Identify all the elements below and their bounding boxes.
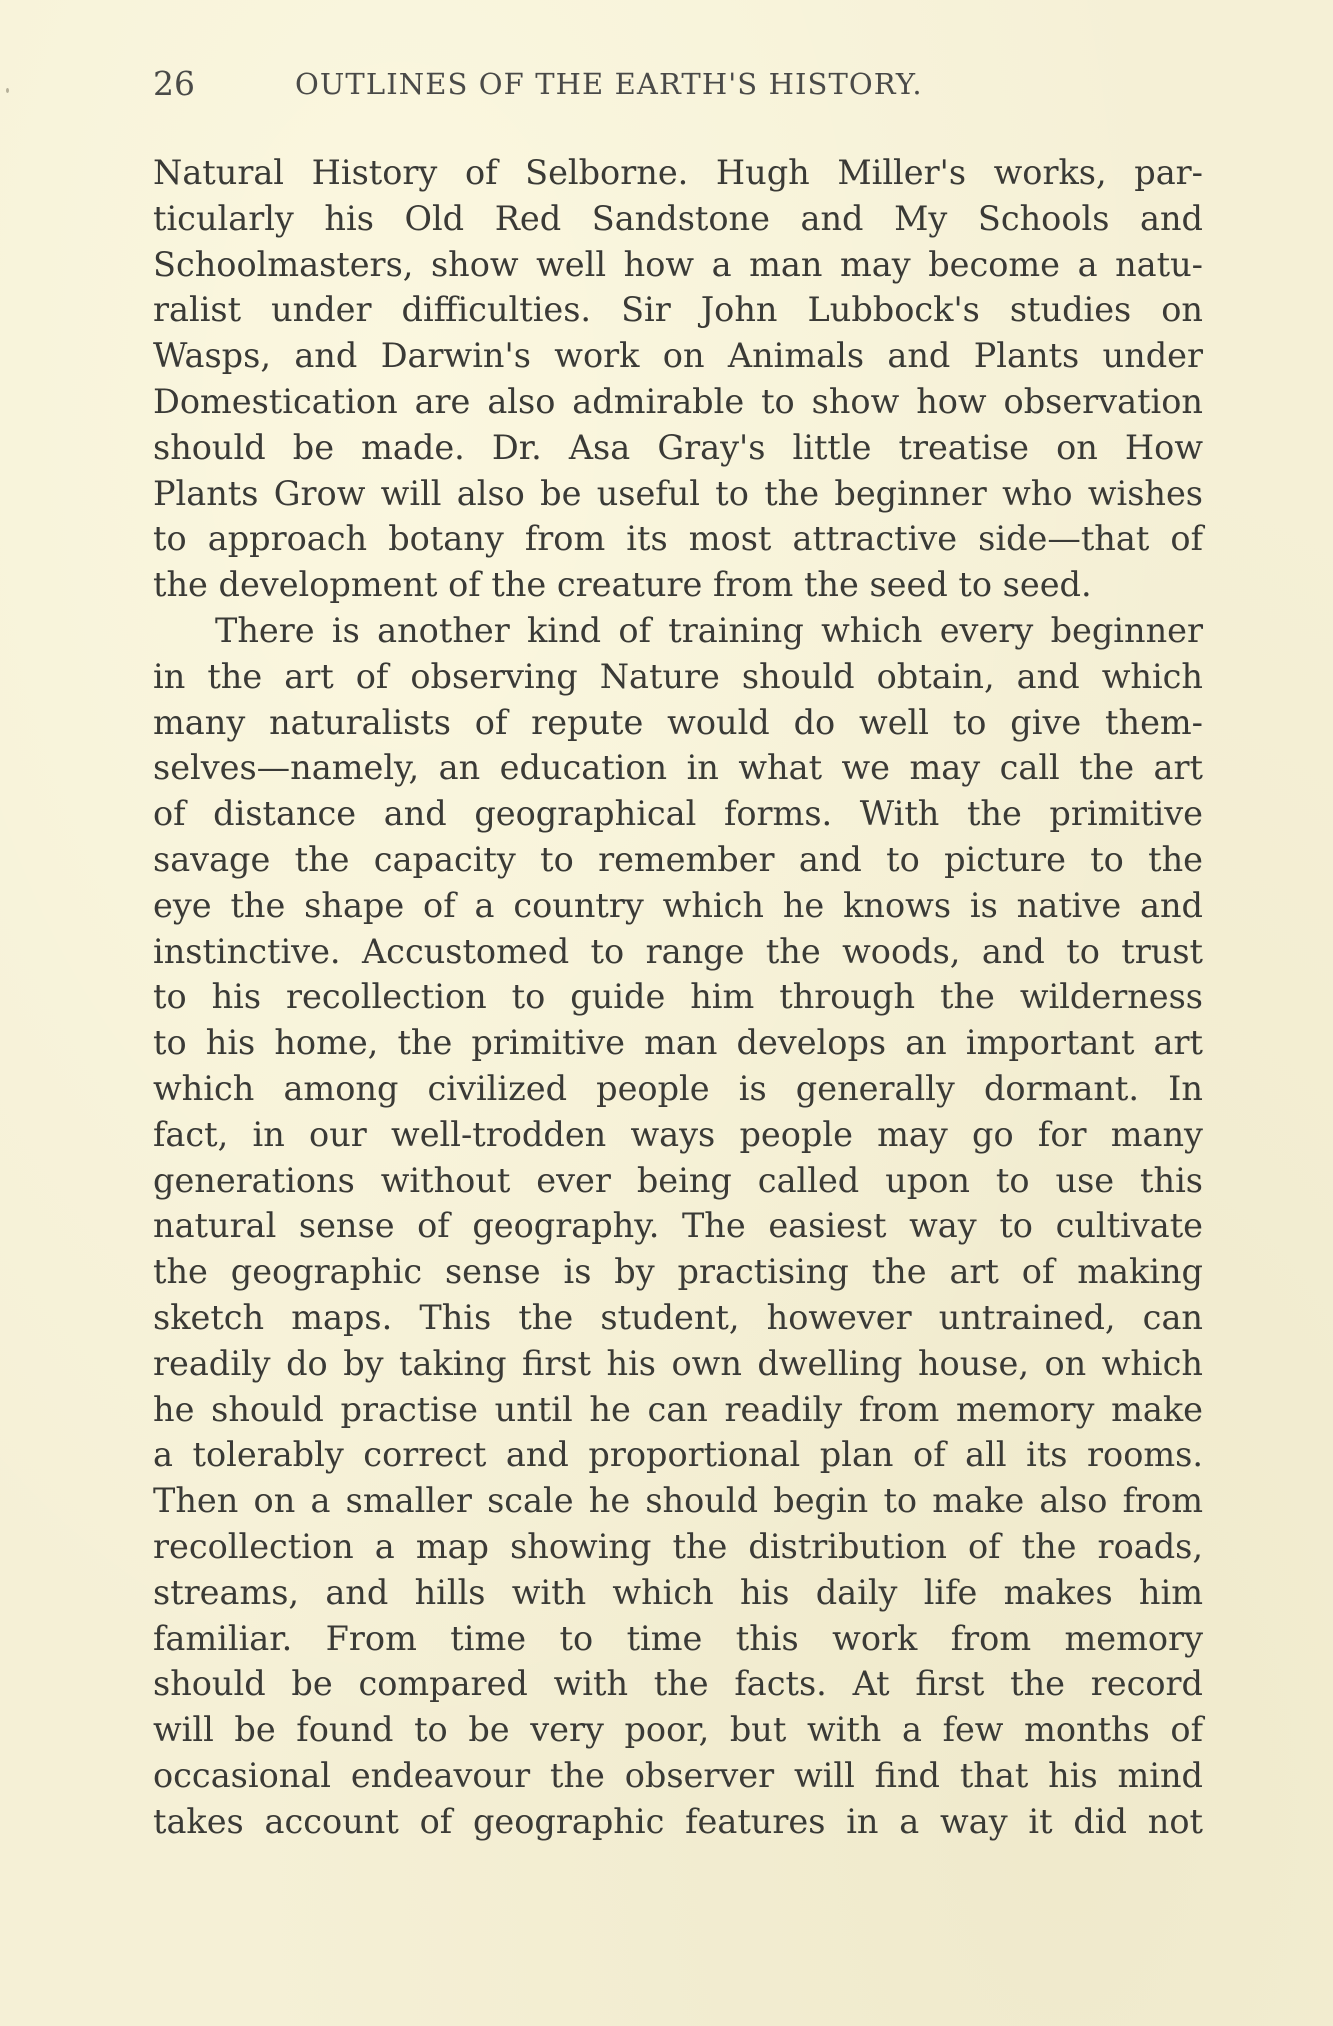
paragraph-2 <box>153 608 1203 1845</box>
text-line: readily do by taking first his own dwelling house, on which <box>153 1343 1203 1383</box>
text-line: familiar. From time to time this work from memory <box>153 1618 1203 1658</box>
text-line: Then on a smaller scale he should begin to make also from <box>153 1481 1203 1521</box>
text-line: should be compared with the facts. At first the record <box>153 1664 1203 1704</box>
text-line: he should practise until he can readily from memory make <box>153 1389 1203 1429</box>
text-line: to his home, the primitive man develops an important art <box>153 1023 1203 1063</box>
text-line: occasional endeavour the observer will find that his mind <box>153 1755 1203 1795</box>
body-text <box>153 150 1203 1844</box>
text-line: many naturalists of repute would do well to give them- <box>153 702 1203 742</box>
text-line: savage the capacity to remember and to picture to the <box>153 839 1203 879</box>
text-line: to approach botany from its most attractive side—that of <box>153 519 1203 559</box>
text-line: will be found to be very poor, but with a few months of <box>153 1710 1203 1750</box>
text-line: should be made. Dr. Asa Gray's little treatise on How <box>153 427 1203 467</box>
text-line: Schoolmasters, show well how a man may become a natu- <box>153 244 1203 284</box>
running-head <box>153 64 1203 108</box>
text-line: Domestication are also admirable to show how observation <box>153 381 1203 421</box>
scan-speck <box>6 88 9 93</box>
text-line: eye the shape of a country which he knows is native and <box>153 885 1203 925</box>
text-line: fact, in our well-trodden ways people may go for many <box>153 1114 1203 1154</box>
text-line: takes account of geographic features in a way it did not <box>153 1801 1203 1841</box>
text-line: generations without ever being called upon to use this <box>153 1160 1203 1200</box>
page-number: 26 <box>153 64 195 103</box>
text-line: natural sense of geography. The easiest way to cultivate <box>153 1206 1203 1246</box>
text-line: ralist under difficulties. Sir John Lubbock's studies on <box>153 290 1203 330</box>
text-line: ticularly his Old Red Sandstone and My Schools and <box>153 198 1203 238</box>
paragraph-1 <box>153 150 1203 608</box>
text-line: Natural History of Selborne. Hugh Miller's works, par- <box>153 153 1203 192</box>
text-line: selves—namely, an education in what we may call the art <box>153 748 1203 788</box>
text-line: of distance and geographical forms. With the primitive <box>153 794 1203 834</box>
text-line: a tolerably correct and proportional plan of all its rooms. <box>153 1435 1203 1475</box>
text-line: which among civilized people is generally dormant. In <box>153 1068 1203 1108</box>
text-line: the development of the creature from the seed to seed. <box>153 565 1092 605</box>
text-line: recollection a map showing the distribution of the roads, <box>153 1526 1203 1566</box>
text-line: Plants Grow will also be useful to the beginner who wishes <box>153 473 1203 513</box>
running-title: OUTLINES OF THE EARTH'S HISTORY. <box>295 67 923 101</box>
text-line: streams, and hills with which his daily life makes him <box>153 1572 1203 1612</box>
text-line: the geographic sense is by practising the art of making <box>153 1252 1203 1292</box>
text-line: Wasps, and Darwin's work on Animals and Plants under <box>153 336 1203 376</box>
text-line: instinctive. Accustomed to range the woods, and to trust <box>153 931 1203 971</box>
text-line: to his recollection to guide him through the wilderness <box>153 977 1203 1017</box>
text-line: sketch maps. This the student, however untrained, can <box>153 1297 1203 1337</box>
text-line: There is another kind of training which every beginner <box>215 610 1203 650</box>
text-line: in the art of observing Nature should obtain, and which <box>153 656 1203 696</box>
